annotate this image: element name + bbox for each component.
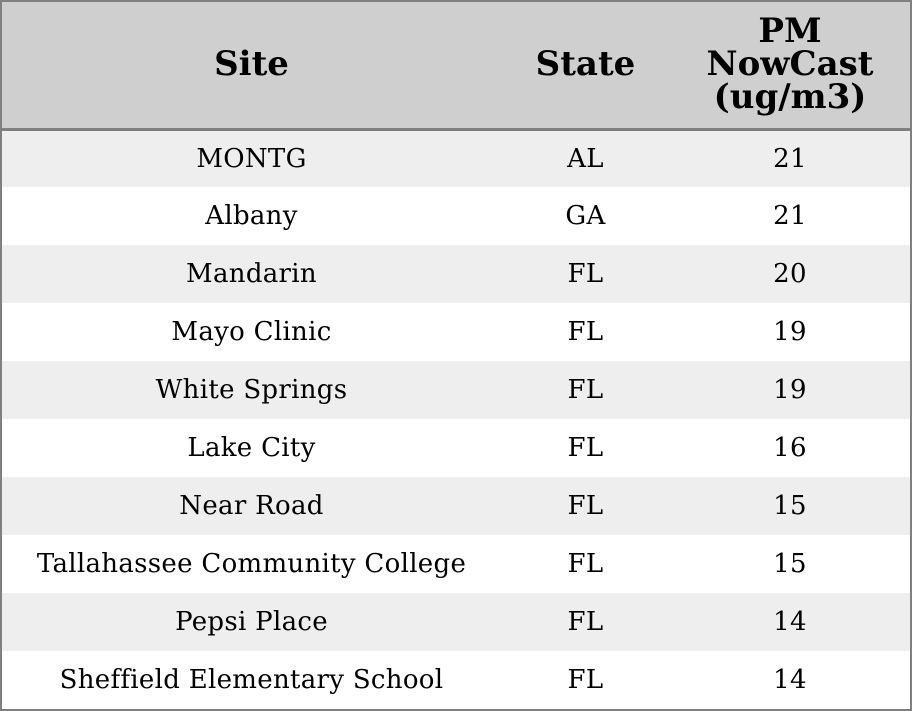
- pm-nowcast-cell: 21: [773, 143, 807, 174]
- pm-nowcast-cell: 21: [773, 201, 807, 231]
- site-cell: Albany: [205, 201, 298, 231]
- state-cell: FL: [567, 433, 604, 463]
- site-cell: White Springs: [155, 375, 348, 405]
- pm-nowcast-cell: 19: [773, 375, 807, 405]
- pm-nowcast-table: [2, 2, 910, 709]
- table-body: [2, 129, 910, 709]
- table-row: [2, 129, 910, 187]
- column-header-pm-line-1: PM: [758, 11, 822, 52]
- column-header-site-label: Site: [214, 44, 289, 85]
- state-cell: FL: [567, 259, 604, 289]
- table-row: [2, 245, 910, 303]
- site-cell: Tallahassee Community College: [36, 549, 467, 579]
- column-header-state: [501, 2, 670, 129]
- state-cell: FL: [567, 491, 604, 521]
- site-cell: Near Road: [179, 491, 324, 521]
- table-row: [2, 651, 910, 709]
- state-cell: AL: [567, 143, 604, 174]
- pm-nowcast-cell: 16: [773, 433, 807, 463]
- column-header-pm-nowcast: [670, 2, 910, 129]
- column-header-site: [2, 2, 501, 129]
- table-header: [2, 2, 910, 129]
- table-row: [2, 361, 910, 419]
- pm-nowcast-cell: 15: [773, 491, 807, 521]
- state-cell: FL: [567, 375, 604, 405]
- table-row: [2, 593, 910, 651]
- header-row: [2, 2, 910, 129]
- pm-nowcast-cell: 20: [773, 259, 807, 289]
- state-cell: FL: [567, 549, 604, 579]
- pm-nowcast-cell: 14: [773, 607, 807, 637]
- site-cell: Lake City: [187, 433, 316, 463]
- state-cell: FL: [567, 317, 604, 347]
- table-row: [2, 419, 910, 477]
- table-row: [2, 535, 910, 593]
- state-cell: FL: [567, 607, 604, 637]
- pm-nowcast-cell: 19: [773, 317, 807, 347]
- column-header-pm-line-2: NowCast: [706, 44, 874, 85]
- site-cell: MONTG: [196, 143, 307, 174]
- site-cell: Pepsi Place: [175, 607, 328, 637]
- site-cell: Mandarin: [186, 259, 317, 289]
- state-cell: GA: [565, 201, 606, 231]
- site-cell: Mayo Clinic: [171, 317, 332, 347]
- column-header-pm-line-3: (ug/m3): [713, 77, 867, 118]
- pm-nowcast-cell: 14: [773, 665, 807, 695]
- table-row: [2, 187, 910, 245]
- table-row: [2, 477, 910, 535]
- column-header-state-label: State: [535, 44, 636, 85]
- pm-nowcast-cell: 15: [773, 549, 807, 579]
- site-cell: Sheffield Elementary School: [59, 665, 444, 695]
- state-cell: FL: [567, 665, 604, 695]
- table-row: [2, 303, 910, 361]
